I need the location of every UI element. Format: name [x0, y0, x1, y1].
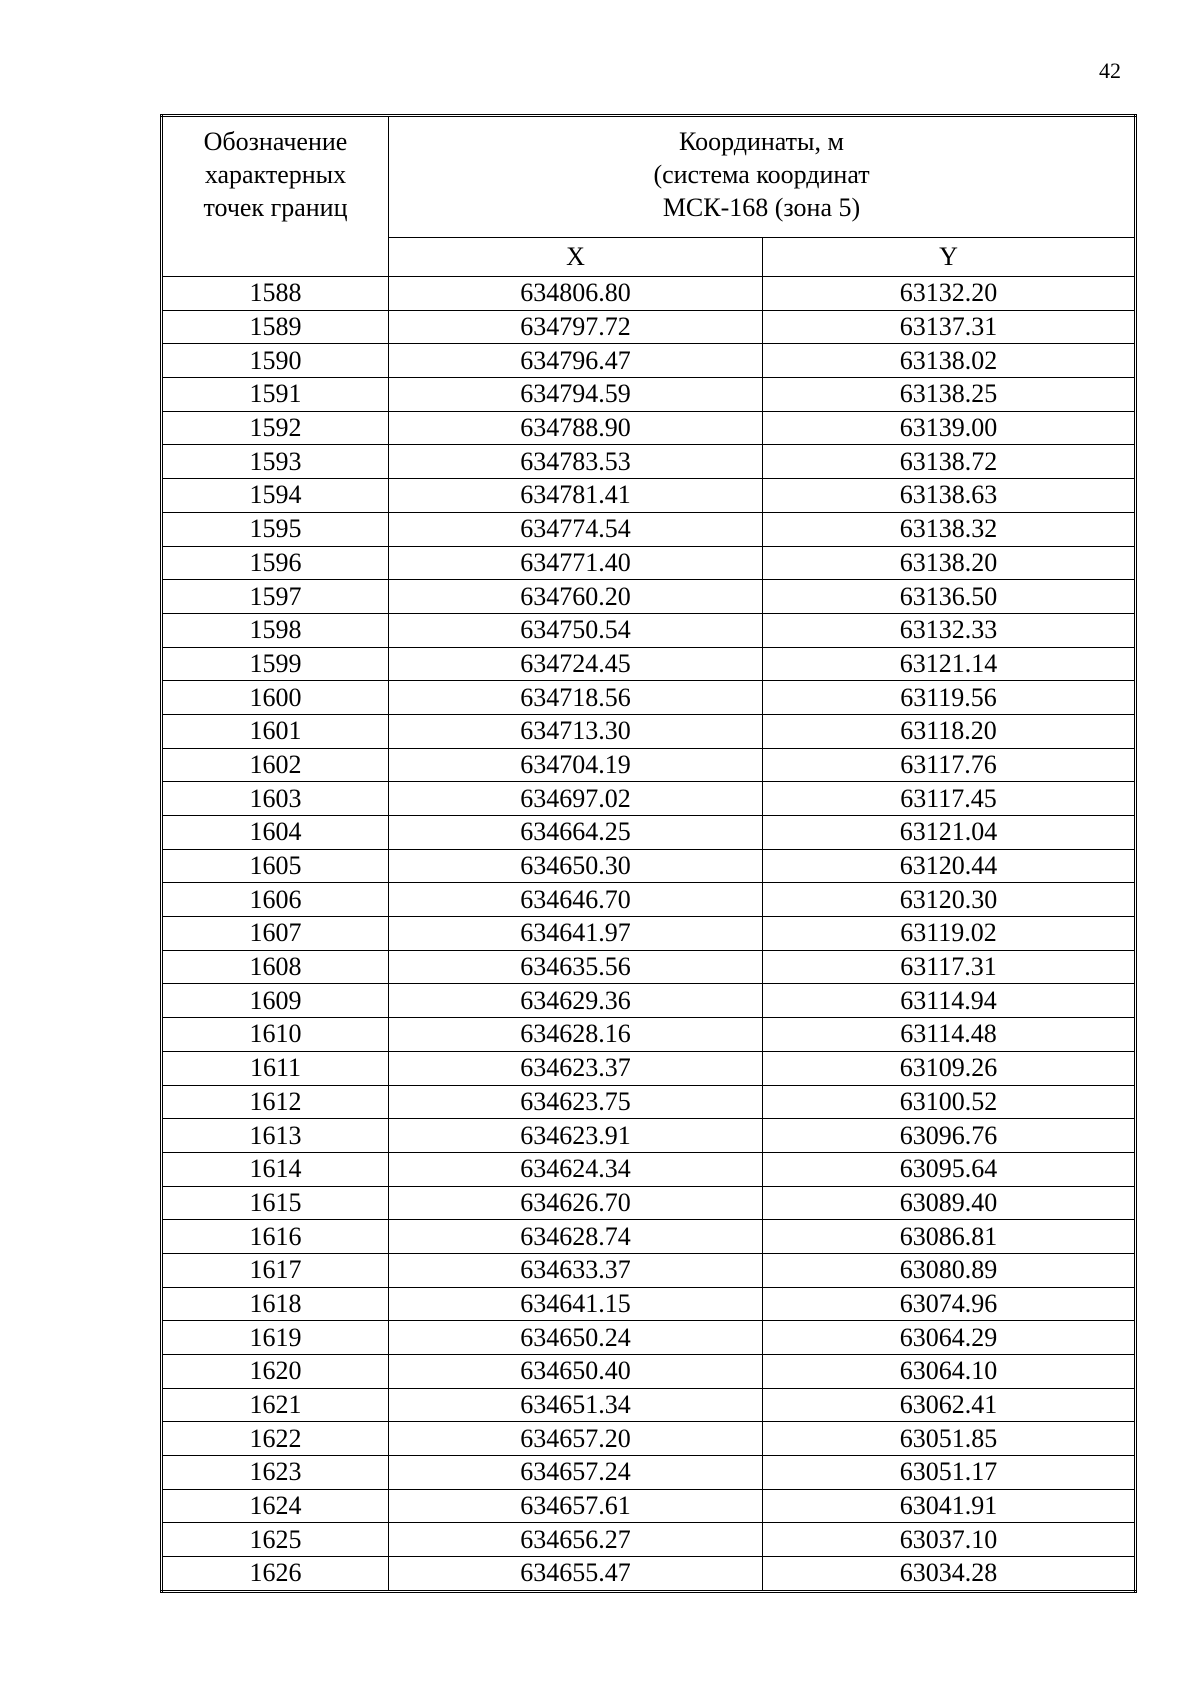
x-cell: 634650.30: [389, 849, 763, 883]
y-cell: 63096.76: [763, 1119, 1136, 1153]
table-row: [162, 1287, 1136, 1321]
x-cell: 634624.34: [389, 1152, 763, 1186]
x-cell: 634623.91: [389, 1119, 763, 1153]
point-cell: 1613: [162, 1119, 389, 1153]
table-row: [162, 613, 1136, 647]
table-row: [162, 1321, 1136, 1355]
table-row: [162, 917, 1136, 951]
point-cell: 1609: [162, 984, 389, 1018]
coords-header-line-1: Координаты, м: [679, 127, 844, 156]
table-row: [162, 1018, 1136, 1052]
table-body: [162, 277, 1136, 1592]
x-cell: 634629.36: [389, 984, 763, 1018]
y-cell: 63137.31: [763, 310, 1136, 344]
x-cell: 634806.80: [389, 277, 763, 311]
x-cell: 634633.37: [389, 1253, 763, 1287]
x-cell: 634623.75: [389, 1085, 763, 1119]
y-cell: 63121.04: [763, 816, 1136, 850]
table-row: [162, 883, 1136, 917]
y-cell: 63138.25: [763, 378, 1136, 412]
coordinates-table: [160, 114, 1137, 1593]
table-row: [162, 1523, 1136, 1557]
x-cell: 634788.90: [389, 411, 763, 445]
point-cell: 1626: [162, 1557, 389, 1592]
x-cell: 634750.54: [389, 613, 763, 647]
y-cell: 63051.85: [763, 1422, 1136, 1456]
x-cell: 634713.30: [389, 714, 763, 748]
point-cell: 1610: [162, 1018, 389, 1052]
y-cell: 63120.44: [763, 849, 1136, 883]
x-cell: 634651.34: [389, 1388, 763, 1422]
x-cell: 634646.70: [389, 883, 763, 917]
point-cell: 1614: [162, 1152, 389, 1186]
table-row: [162, 647, 1136, 681]
point-cell: 1620: [162, 1355, 389, 1389]
y-cell: 63138.63: [763, 479, 1136, 513]
y-cell: 63041.91: [763, 1489, 1136, 1523]
point-cell: 1612: [162, 1085, 389, 1119]
table-row: [162, 1489, 1136, 1523]
point-cell: 1601: [162, 714, 389, 748]
y-cell: 63136.50: [763, 580, 1136, 614]
x-cell: 634724.45: [389, 647, 763, 681]
x-cell: 634650.24: [389, 1321, 763, 1355]
y-cell: 63051.17: [763, 1456, 1136, 1490]
x-cell: 634760.20: [389, 580, 763, 614]
point-cell: 1588: [162, 277, 389, 311]
point-cell: 1623: [162, 1456, 389, 1490]
point-cell: 1602: [162, 748, 389, 782]
table-row: [162, 512, 1136, 546]
point-header-line-1: Обозначение: [203, 127, 348, 156]
y-cell: 63117.76: [763, 748, 1136, 782]
table-row: [162, 1388, 1136, 1422]
point-cell: 1597: [162, 580, 389, 614]
x-cell: 634657.24: [389, 1456, 763, 1490]
point-cell: 1607: [162, 917, 389, 951]
table-header: [162, 116, 1136, 277]
coords-header-line-3: МСК-168 (зона 5): [662, 193, 861, 222]
table-row: [162, 1456, 1136, 1490]
y-cell: 63095.64: [763, 1152, 1136, 1186]
y-cell: 63064.10: [763, 1355, 1136, 1389]
table-row: [162, 1557, 1136, 1592]
y-cell: 63074.96: [763, 1287, 1136, 1321]
table-row: [162, 479, 1136, 513]
point-cell: 1598: [162, 613, 389, 647]
y-cell: 63086.81: [763, 1220, 1136, 1254]
point-cell: 1593: [162, 445, 389, 479]
point-cell: 1603: [162, 782, 389, 816]
point-cell: 1622: [162, 1422, 389, 1456]
point-cell: 1617: [162, 1253, 389, 1287]
point-cell: 1604: [162, 816, 389, 850]
point-cell: 1599: [162, 647, 389, 681]
table-row: [162, 714, 1136, 748]
x-cell: 634623.37: [389, 1051, 763, 1085]
x-column-header: X: [389, 238, 763, 277]
x-cell: 634774.54: [389, 512, 763, 546]
y-cell: 63034.28: [763, 1557, 1136, 1592]
point-cell: 1591: [162, 378, 389, 412]
table-row: [162, 1119, 1136, 1153]
table-row: [162, 277, 1136, 311]
x-cell: 634628.16: [389, 1018, 763, 1052]
table-row: [162, 984, 1136, 1018]
x-cell: 634781.41: [389, 479, 763, 513]
y-cell: 63138.32: [763, 512, 1136, 546]
y-cell: 63138.02: [763, 344, 1136, 378]
x-cell: 634657.20: [389, 1422, 763, 1456]
x-cell: 634794.59: [389, 378, 763, 412]
point-designation-header: [162, 116, 389, 277]
x-cell: 634697.02: [389, 782, 763, 816]
point-cell: 1596: [162, 546, 389, 580]
x-cell: 634655.47: [389, 1557, 763, 1592]
point-cell: 1624: [162, 1489, 389, 1523]
table-row: [162, 411, 1136, 445]
table-row: [162, 1253, 1136, 1287]
table-row: [162, 378, 1136, 412]
y-column-header: Y: [763, 238, 1136, 277]
point-header-line-2: характерных: [204, 160, 347, 189]
x-cell: 634657.61: [389, 1489, 763, 1523]
table-row: [162, 1152, 1136, 1186]
x-cell: 634718.56: [389, 681, 763, 715]
table-row: [162, 748, 1136, 782]
y-cell: 63139.00: [763, 411, 1136, 445]
coordinates-header: [389, 116, 1136, 238]
y-cell: 63037.10: [763, 1523, 1136, 1557]
y-cell: 63132.33: [763, 613, 1136, 647]
y-cell: 63114.48: [763, 1018, 1136, 1052]
table-row: [162, 816, 1136, 850]
x-cell: 634783.53: [389, 445, 763, 479]
table-row: [162, 1355, 1136, 1389]
point-cell: 1611: [162, 1051, 389, 1085]
y-cell: 63132.20: [763, 277, 1136, 311]
point-cell: 1608: [162, 950, 389, 984]
y-cell: 63064.29: [763, 1321, 1136, 1355]
y-cell: 63120.30: [763, 883, 1136, 917]
x-cell: 634641.15: [389, 1287, 763, 1321]
x-cell: 634641.97: [389, 917, 763, 951]
point-cell: 1606: [162, 883, 389, 917]
point-cell: 1605: [162, 849, 389, 883]
point-cell: 1590: [162, 344, 389, 378]
table-row: [162, 580, 1136, 614]
y-cell: 63138.20: [763, 546, 1136, 580]
y-cell: 63121.14: [763, 647, 1136, 681]
point-header-line-3: точек границ: [203, 193, 348, 222]
y-cell: 63089.40: [763, 1186, 1136, 1220]
y-cell: 63100.52: [763, 1085, 1136, 1119]
y-cell: 63118.20: [763, 714, 1136, 748]
point-cell: 1594: [162, 479, 389, 513]
point-cell: 1618: [162, 1287, 389, 1321]
y-cell: 63080.89: [763, 1253, 1136, 1287]
table-row: [162, 681, 1136, 715]
point-cell: 1625: [162, 1523, 389, 1557]
point-cell: 1616: [162, 1220, 389, 1254]
point-cell: 1615: [162, 1186, 389, 1220]
coords-header-line-2: (система координат: [653, 160, 870, 189]
x-cell: 634797.72: [389, 310, 763, 344]
point-cell: 1619: [162, 1321, 389, 1355]
table-row: [162, 1186, 1136, 1220]
table-row: [162, 849, 1136, 883]
table-row: [162, 950, 1136, 984]
point-cell: 1595: [162, 512, 389, 546]
table-row: [162, 1220, 1136, 1254]
table-row: [162, 344, 1136, 378]
table-row: [162, 310, 1136, 344]
y-cell: 63114.94: [763, 984, 1136, 1018]
point-cell: 1600: [162, 681, 389, 715]
y-cell: 63109.26: [763, 1051, 1136, 1085]
table-row: [162, 782, 1136, 816]
y-cell: 63138.72: [763, 445, 1136, 479]
x-cell: 634704.19: [389, 748, 763, 782]
x-cell: 634664.25: [389, 816, 763, 850]
table-row: [162, 1422, 1136, 1456]
x-cell: 634626.70: [389, 1186, 763, 1220]
table-row: [162, 1085, 1136, 1119]
point-cell: 1589: [162, 310, 389, 344]
y-cell: 63062.41: [763, 1388, 1136, 1422]
point-cell: 1621: [162, 1388, 389, 1422]
y-cell: 63117.45: [763, 782, 1136, 816]
y-cell: 63119.02: [763, 917, 1136, 951]
table-row: [162, 546, 1136, 580]
x-cell: 634771.40: [389, 546, 763, 580]
x-cell: 634656.27: [389, 1523, 763, 1557]
point-cell: 1592: [162, 411, 389, 445]
table-row: [162, 1051, 1136, 1085]
x-cell: 634628.74: [389, 1220, 763, 1254]
x-cell: 634635.56: [389, 950, 763, 984]
y-cell: 63117.31: [763, 950, 1136, 984]
x-cell: 634650.40: [389, 1355, 763, 1389]
x-cell: 634796.47: [389, 344, 763, 378]
table-row: [162, 445, 1136, 479]
y-cell: 63119.56: [763, 681, 1136, 715]
page-number: 42: [1099, 58, 1121, 83]
